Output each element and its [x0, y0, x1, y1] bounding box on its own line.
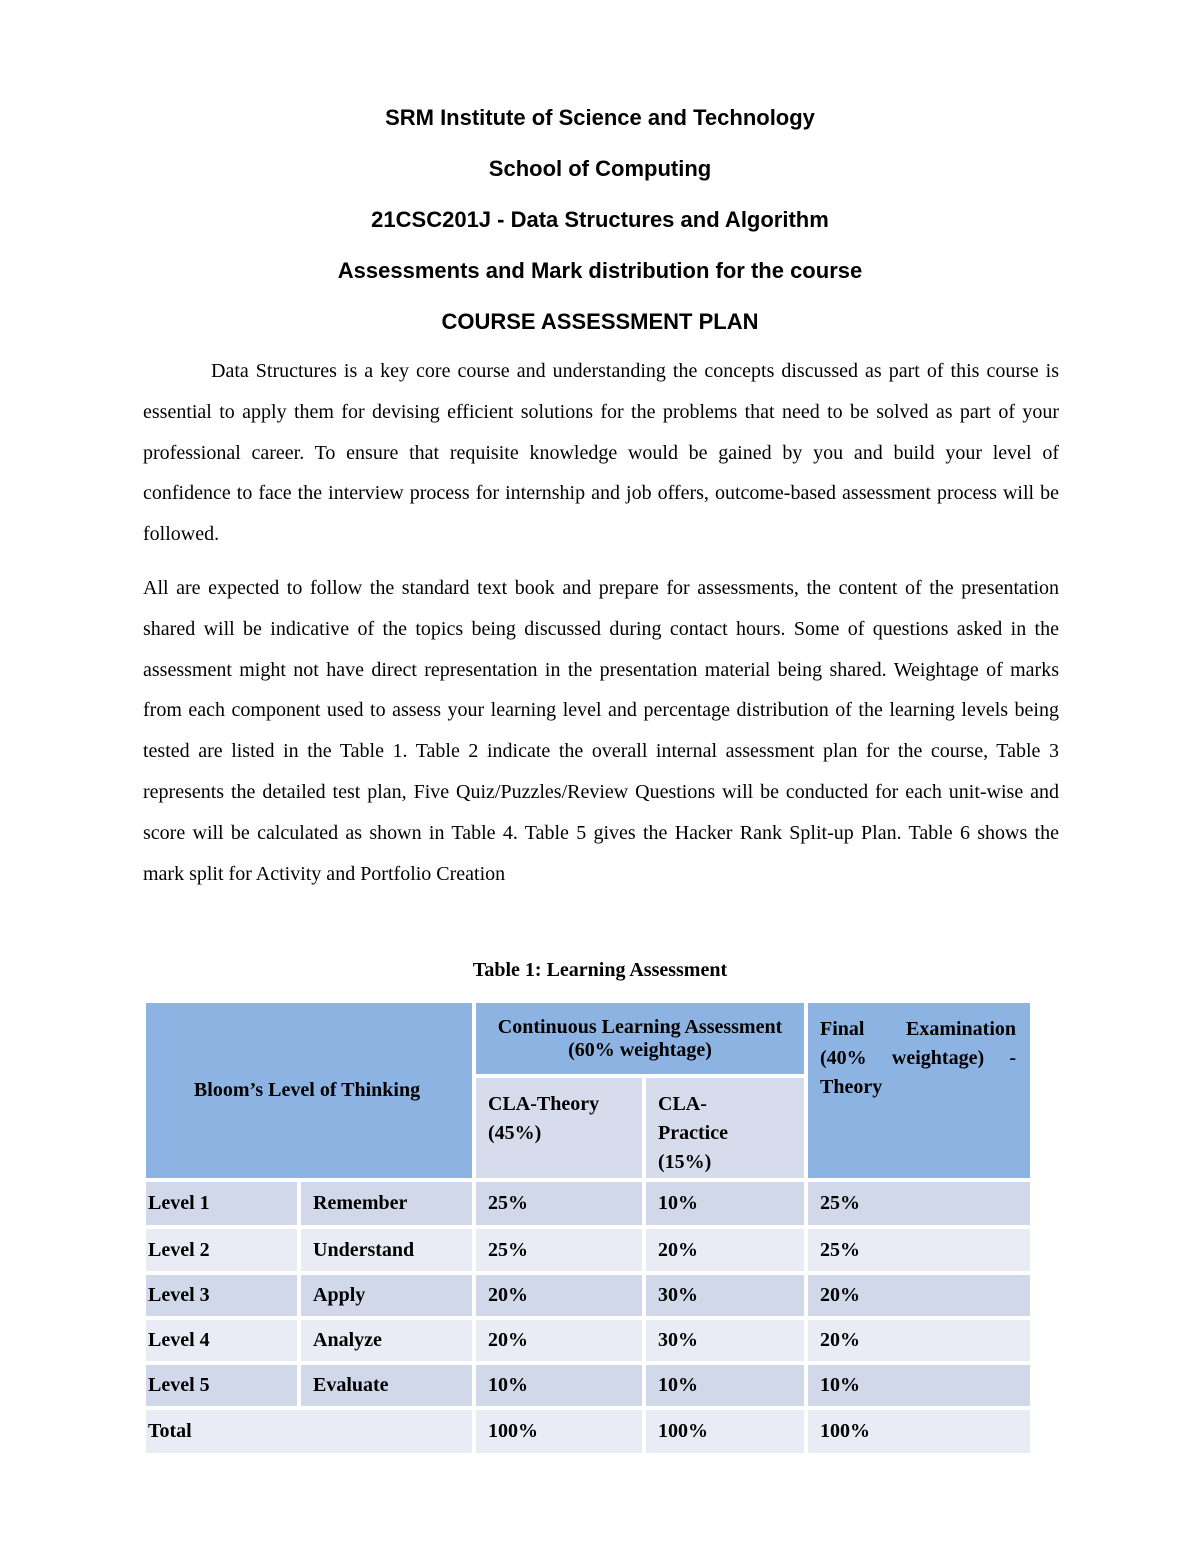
- final-exam-cell: 10%: [806, 1363, 1032, 1408]
- plan-title-heading: COURSE ASSESSMENT PLAN: [441, 309, 759, 334]
- final-exam-cell: 20%: [806, 1273, 1032, 1318]
- final-exam-header: [806, 1001, 1032, 1180]
- level-cell: Level 1: [144, 1180, 299, 1227]
- table-row: [144, 1180, 1032, 1227]
- level-name-cell: Apply: [299, 1273, 474, 1318]
- table-row: [144, 1273, 1032, 1318]
- cla-theory-cell: 25%: [474, 1227, 644, 1273]
- cla-theory-cell: 10%: [474, 1363, 644, 1408]
- cla-group-header: Continuous Learning Assessment (60% weightage): [474, 1001, 806, 1076]
- level-name-cell: Understand: [299, 1227, 474, 1273]
- total-label-cell: Total: [144, 1408, 474, 1455]
- level-name-cell: Analyze: [299, 1318, 474, 1363]
- intro-paragraph: [143, 351, 1059, 555]
- level-cell: Level 2: [144, 1227, 299, 1273]
- table-row: [144, 1363, 1032, 1408]
- final-exam-cell: 20%: [806, 1318, 1032, 1363]
- cla-theory-header: CLA-Theory (45%): [474, 1076, 644, 1180]
- table-row: [144, 1227, 1032, 1273]
- level-cell: Level 4: [144, 1318, 299, 1363]
- level-name-cell: Evaluate: [299, 1363, 474, 1408]
- course-heading: 21CSC201J - Data Structures and Algorithm: [371, 207, 829, 232]
- cla-practice-cell: 30%: [644, 1273, 806, 1318]
- level-name-cell: Remember: [299, 1180, 474, 1227]
- intro-paragraph-text: Data Structures is a key core course and understanding the concepts discussed as part of this course is essential to apply them for devising efficient solutions for the problems that need to be solved as part of your professional career. To ensure that requisite knowledge would be gained by you and build your level of confidence to face the interview process for internship and job offers, outcome-based assessment process will be followed.: [143, 360, 1059, 546]
- cla-practice-cell: 20%: [644, 1227, 806, 1273]
- subtitle-heading: Assessments and Mark distribution for the course: [337, 258, 863, 283]
- blooms-level-header: Bloom’s Level of Thinking: [144, 1001, 474, 1180]
- final-exam-cell: 25%: [806, 1180, 1032, 1227]
- school-heading: School of Computing: [488, 156, 712, 181]
- table-total-row: [144, 1408, 1032, 1455]
- total-practice-cell: 100%: [644, 1408, 806, 1455]
- learning-assessment-table: [142, 999, 1034, 1457]
- cla-theory-cell: 25%: [474, 1180, 644, 1227]
- cla-practice-cell: 30%: [644, 1318, 806, 1363]
- total-final-cell: 100%: [806, 1408, 1032, 1455]
- table1-caption: Table 1: Learning Assessment: [472, 959, 728, 981]
- expectations-paragraph: All are expected to follow the standard text book and prepare for assessments, the content of the presentation shared will be indicative of the topics being discussed during contact hours. Some of questions asked in the assessment might not have direct representation in the presentation material being shared. Weightage of marks from each component used to assess your learning level and percentage distribution of the learning levels being tested are listed in the Table 1. Table 2 indicate the overall internal assessment plan for the course, Table 3 represents the detailed test plan, Five Quiz/Puzzles/Review Questions will be conducted for each unit-wise and score will be calculated as shown in Table 4. Table 5 gives the Hacker Rank Split-up Plan. Table 6 shows the mark split for Activity and Portfolio Creation: [143, 577, 1059, 885]
- cla-practice-header: CLA-Practice (15%): [644, 1076, 806, 1180]
- final-exam-header-text: Final Examination (40% weightage) - Theory: [820, 1018, 1017, 1098]
- cla-practice-cell: 10%: [644, 1363, 806, 1408]
- final-exam-cell: 25%: [806, 1227, 1032, 1273]
- level-cell: Level 5: [144, 1363, 299, 1408]
- level-cell: Level 3: [144, 1273, 299, 1318]
- table-header-row: [144, 1001, 1032, 1076]
- institute-heading: SRM Institute of Science and Technology: [385, 105, 815, 130]
- cla-practice-cell: 10%: [644, 1180, 806, 1227]
- table-row: [144, 1318, 1032, 1363]
- cla-theory-cell: 20%: [474, 1273, 644, 1318]
- total-theory-cell: 100%: [474, 1408, 644, 1455]
- cla-theory-cell: 20%: [474, 1318, 644, 1363]
